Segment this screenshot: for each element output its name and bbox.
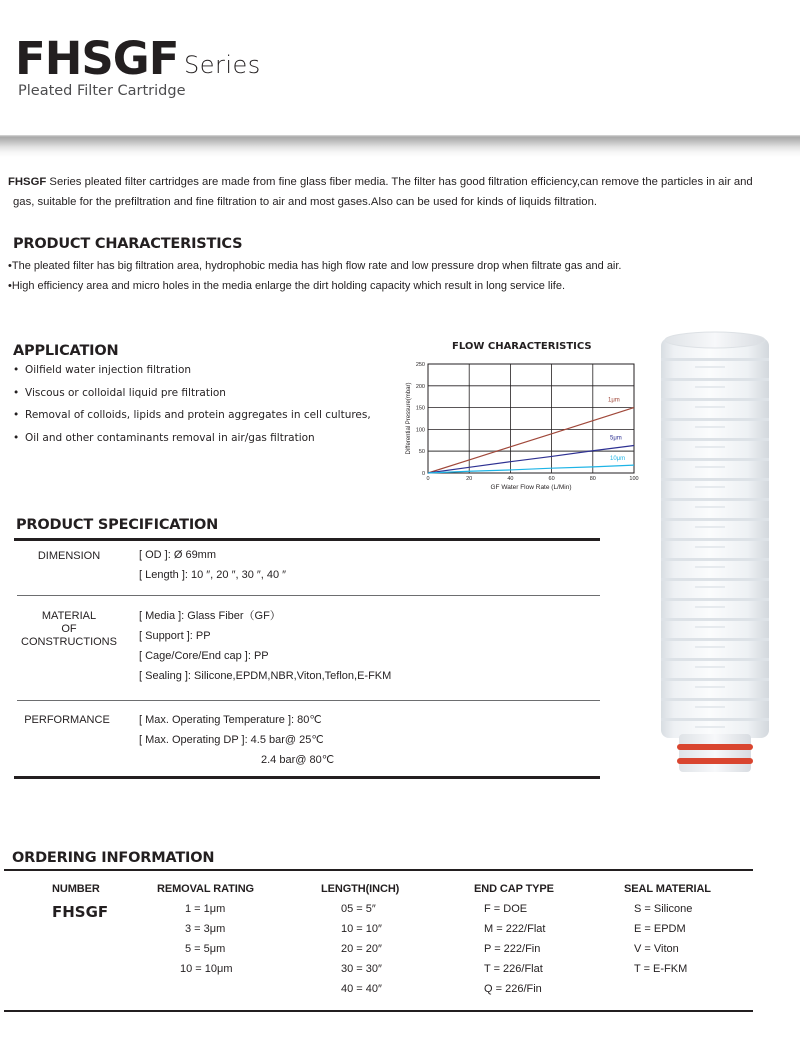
application-item (13, 409, 393, 432)
spec-row-divider (17, 700, 600, 701)
ordering-top-rule (4, 869, 753, 871)
svg-text:250: 250 (415, 362, 425, 368)
characteristics-list (8, 256, 788, 296)
ordering-option: 3 = 3μm (185, 923, 226, 935)
bullet-icon: • (13, 364, 20, 376)
ordering-option: 05 = 5″ (341, 903, 376, 915)
spec-value: 2.4 bar@ 80℃ (261, 754, 335, 766)
ordering-option: M = 222/Flat (484, 923, 546, 935)
spec-label-dimension: DIMENSION (37, 550, 101, 562)
product-subtitle: Pleated Filter Cartridge (18, 83, 186, 99)
spec-value: [ Max. Operating DP ]: 4.5 bar@ 25℃ (139, 734, 324, 746)
application-item-text: Oilfield water injection filtration (25, 364, 192, 376)
spec-values-dimension (139, 545, 286, 585)
application-item (13, 432, 393, 455)
ordering-header-number: NUMBER (52, 883, 100, 895)
svg-text:50: 50 (418, 449, 425, 456)
ordering-option: 1 = 1μm (185, 903, 226, 915)
svg-text:5μm: 5μm (610, 435, 622, 442)
ordering-option: T = 226/Flat (484, 963, 543, 975)
ordering-option: 40 = 40″ (341, 983, 382, 995)
ordering-option: F = DOE (484, 903, 528, 915)
svg-text:0: 0 (426, 476, 430, 482)
ordering-column-removal-rating (180, 899, 233, 979)
spec-label-line: OF (61, 623, 77, 635)
ordering-column-length (341, 899, 382, 999)
ordering-option: 20 = 20″ (341, 943, 382, 955)
application-item-text: Removal of colloids, lipids and protein aggregates in cell cultures, (25, 409, 371, 421)
ordering-option: T = E-FKM (634, 963, 688, 975)
filter-cartridge-image (655, 330, 775, 780)
spec-value: [ OD ]: Ø 69mm (139, 549, 217, 561)
product-brand-title: FHSGF (15, 32, 179, 85)
svg-text:1μm: 1μm (608, 397, 620, 404)
ordering-option: 10 = 10″ (341, 923, 382, 935)
spec-bottom-rule (14, 776, 600, 779)
spec-label-line: CONSTRUCTIONS (21, 636, 117, 648)
ordering-option: V = Viton (634, 943, 679, 955)
spec-values-material (139, 606, 391, 686)
application-item (13, 387, 393, 410)
spec-value: [ Max. Operating Temperature ]: 80℃ (139, 714, 322, 726)
spec-row-divider (17, 595, 600, 596)
spec-label-line: MATERIAL (41, 610, 97, 622)
ordering-option: Q = 226/Fin (484, 983, 542, 995)
ordering-header-length: LENGTH(INCH) (321, 883, 400, 895)
ordering-option: S = Silicone (634, 903, 693, 915)
ordering-column-end-cap (484, 899, 545, 999)
bullet-icon: • (13, 409, 20, 421)
intro-brand: FHSGF (8, 176, 47, 188)
ordering-option: 5 = 5μm (185, 943, 226, 955)
intro-line-2: gas, suitable for the prefiltration and fine filtration to air and most gases.Also can be used for kinds of liquids filtration. (13, 196, 597, 208)
characteristic-item: • The pleated filter has big filtration area, hydrophobic media has high flow rate and low pressure drop when filtrate gas and air. (8, 256, 788, 276)
ordering-option: E = EPDM (634, 923, 686, 935)
svg-text:Differential Pressure(mbar): Differential Pressure(mbar) (406, 382, 412, 455)
spec-label-performance: PERFORMANCE (24, 714, 110, 726)
ordering-option: P = 222/Fin (484, 943, 541, 955)
characteristics-heading: PRODUCT CHARACTERISTICS (13, 236, 243, 252)
svg-text:80: 80 (589, 476, 596, 482)
bullet-icon: • (13, 431, 20, 444)
svg-text:100: 100 (415, 427, 425, 434)
spec-value: [ Cage/Core/End cap ]: PP (139, 650, 269, 662)
series-label: Series (184, 51, 261, 79)
application-item-text: Oil and other contaminants removal in air/gas filtration (25, 431, 315, 444)
svg-text:200: 200 (415, 383, 425, 390)
svg-text:10μm: 10μm (610, 456, 626, 463)
svg-text:150: 150 (415, 405, 425, 412)
ordering-option: 30 = 30″ (341, 963, 382, 975)
application-item-text: Viscous or colloidal liquid pre filtration (25, 386, 226, 399)
application-list (13, 364, 393, 454)
ordering-column-seal-material (634, 899, 692, 979)
svg-text:60: 60 (548, 476, 555, 482)
intro-paragraph (8, 172, 788, 212)
spec-value: [ Support ]: PP (139, 630, 211, 642)
header-divider-bar (0, 135, 800, 157)
ordering-header-end-cap: END CAP TYPE (474, 883, 554, 895)
svg-text:GF Water Flow Rate (L/Min): GF Water Flow Rate (L/Min) (490, 484, 572, 491)
bullet-icon: • (13, 386, 20, 399)
ordering-header-seal-material: SEAL MATERIAL (624, 883, 711, 895)
svg-text:100: 100 (629, 476, 639, 482)
spec-value: [ Length ]: 10 ″, 20 ″, 30 ″, 40 ″ (139, 569, 287, 581)
ordering-header-removal-rating: REMOVAL RATING (157, 883, 254, 895)
ordering-option: 10 = 10μm (180, 963, 233, 975)
intro-line-1: Series pleated filter cartridges are made from fine glass fiber media. The filter has good filtration efficiency,can remove the particles in air and (46, 176, 753, 188)
flow-chart (398, 356, 648, 498)
chart-title: FLOW CHARACTERISTICS (452, 341, 592, 352)
application-heading: APPLICATION (13, 343, 119, 359)
ordering-bottom-rule (4, 1010, 753, 1012)
characteristic-item: • High efficiency area and micro holes in the media enlarge the dirt holding capacity which result in long service life. (8, 276, 788, 296)
spec-values-performance (139, 710, 334, 770)
application-item (13, 364, 393, 387)
spec-label-material (18, 610, 120, 649)
ordering-number-value: FHSGF (52, 903, 109, 921)
svg-text:40: 40 (507, 476, 514, 482)
spec-top-rule (14, 538, 600, 541)
spec-value: [ Sealing ]: Silicone,EPDM,NBR,Viton,Teflon,E-FKM (139, 670, 392, 682)
chart-grid (428, 364, 634, 473)
specification-heading: PRODUCT SPECIFICATION (16, 517, 219, 533)
svg-text:20: 20 (466, 476, 473, 482)
spec-value: [ Media ]: Glass Fiber（GF） (139, 610, 281, 622)
ordering-heading: ORDERING INFORMATION (12, 850, 215, 866)
svg-text:0: 0 (421, 471, 425, 477)
